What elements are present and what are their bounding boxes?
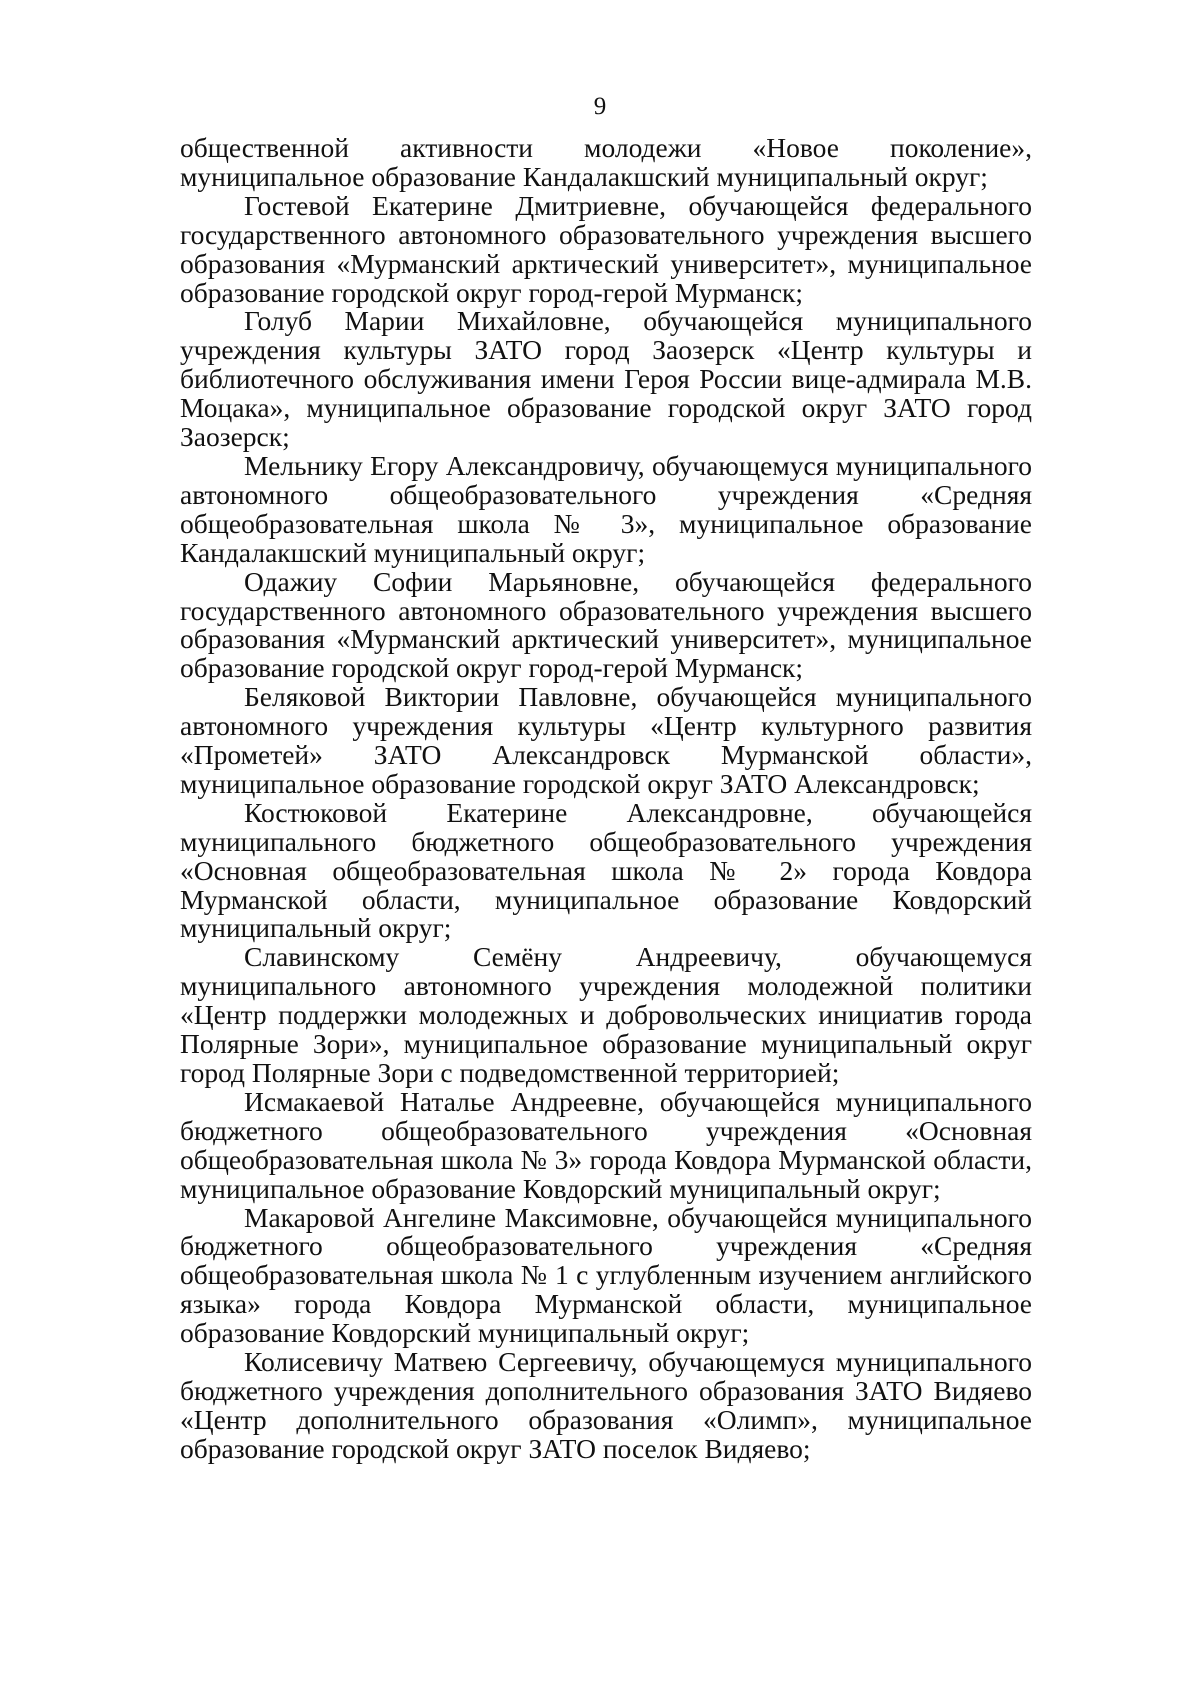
paragraph-gosteva: Гостевой Екатерине Дмитриевне, обучающейся федерального государственного автономного образовательного учреждения высшего образования «Мурманский арктический университет», муниципальное образование городской округ город-герой Мурманск; bbox=[180, 189, 1032, 308]
paragraph-kostyukova: Костюковой Екатерине Александровне, обучающейся муниципального бюджетного общеобразовательного учреждения «Основная общеобразовательная школа № 2» города Ковдора Мурманской области, муниципальное образование Ковдорский муниципальный округ; bbox=[180, 796, 1032, 944]
paragraph-golub: Голуб Марии Михайловне, обучающейся муниципального учреждения культуры ЗАТО город Заозерск «Центр культуры и библиотечного обслуживания имени Героя России вице-адмирала М.В. Моцака», муниципальное образование городской округ ЗАТО город Заозерск; bbox=[180, 305, 1032, 453]
paragraph-ismakaeva: Исмакаевой Наталье Андреевне, обучающейся муниципального бюджетного общеобразовательного учреждения «Основная общеобразовательная школа № 3» города Ковдора Мурманской области, муниципальное образование Ковдорский муниципальный округ; bbox=[180, 1085, 1032, 1204]
paragraph-kolisevich: Колисевичу Матвею Сергеевичу, обучающемуся муниципального бюджетного учреждения дополнительного образования ЗАТО Видяево «Центр дополнительного образования «Олимп», муниципальное образование городской округ ЗАТО поселок Видяево; bbox=[180, 1346, 1032, 1464]
paragraph-continuation: общественной активности молодежи «Новое поколение», муниципальное образование Кандалакшский муниципальный округ; bbox=[180, 132, 1032, 192]
paragraph-belyakova: Беляковой Виктории Павловне, обучающейся муниципального автономного учреждения культуры «Центр культурного развития «Прометей» ЗАТО Александровск Мурманской области», муниципальное образование городской округ ЗАТО Александровск; bbox=[180, 681, 1032, 799]
document-body bbox=[180, 134, 1032, 1464]
page-number: 9 bbox=[593, 93, 607, 120]
paragraph-makarova: Макаровой Ангелине Максимовне, обучающейся муниципального бюджетного общеобразовательного учреждения «Средняя общеобразовательная школа № 1 с углубленным изучением английского языка» города Ковдора Мурманской области, муниципальное образование Ковдорский муниципальный округ; bbox=[180, 1201, 1032, 1349]
paragraph-slavinsky: Славинскому Семёну Андреевичу, обучающемуся муниципального автономного учреждения молодежной политики «Центр поддержки молодежных и добровольческих инициатив города Полярные Зори», муниципальное образование муниципальный округ город Полярные Зори с подведомственной территорией; bbox=[180, 941, 1032, 1088]
paragraph-melnik: Мельнику Егору Александровичу, обучающемуся муниципального автономного общеобразовательного учреждения «Средняя общеобразовательная школа № 3», муниципальное образование Кандалакшский муниципальный округ; bbox=[180, 449, 1032, 568]
paragraph-odazhiu: Одажиу Софии Марьяновне, обучающейся федерального государственного автономного образовательного учреждения высшего образования «Мурманский арктический университет», муниципальное образование городской округ город-герой Мурманск; bbox=[180, 565, 1032, 684]
